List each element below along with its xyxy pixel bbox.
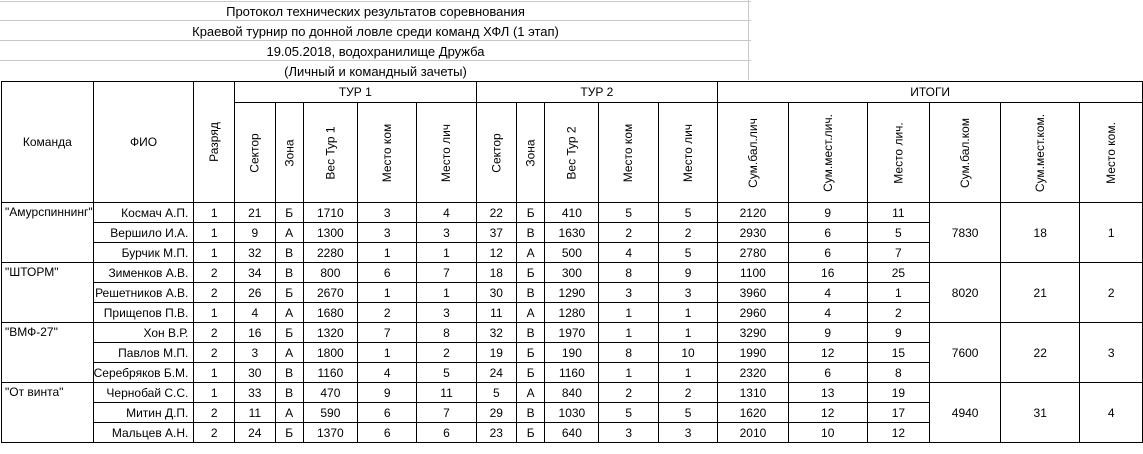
sector-2-cell: 18 xyxy=(476,263,516,283)
place-team-2-cell: 2 xyxy=(599,223,658,243)
sector-1-cell: 21 xyxy=(235,203,275,223)
zone-2-cell: В xyxy=(517,403,545,423)
rank-cell: 1 xyxy=(194,303,235,323)
col-header-sector2 xyxy=(476,103,516,203)
rank-cell: 1 xyxy=(194,363,235,383)
weight-1-cell: 2670 xyxy=(303,283,357,303)
sum-points-pers-cell: 2120 xyxy=(718,203,789,223)
weight-2-cell: 300 xyxy=(545,263,599,283)
col-header-team: Команда xyxy=(2,82,94,203)
col-header-label: Место лич xyxy=(681,123,696,182)
col-header-label: Зона xyxy=(282,138,297,167)
col-header-label: Вес Тур 2 xyxy=(564,125,579,180)
fio-cell: Вершило И.А. xyxy=(93,223,194,243)
col-header-sum-place-team xyxy=(1001,103,1080,203)
fio-cell: Серебряков Б.М. xyxy=(93,363,194,383)
fio-cell: Космач А.П. xyxy=(93,203,194,223)
sum-places-pers-cell: 4 xyxy=(788,283,867,303)
place-pers-1-cell: 2 xyxy=(417,343,476,363)
weight-2-cell: 410 xyxy=(545,203,599,223)
col-header-tour2: ТУР 2 xyxy=(476,82,718,103)
col-header-label: Вес Тур 1 xyxy=(323,125,338,180)
team-points-cell: 4940 xyxy=(930,383,1001,443)
place-pers-1-cell: 1 xyxy=(417,243,476,263)
col-header-weight1 xyxy=(303,103,357,203)
col-header-sum-pts-team xyxy=(930,103,1001,203)
sum-places-pers-cell: 9 xyxy=(788,323,867,343)
place-pers-1-cell: 11 xyxy=(417,383,476,403)
place-pers-total-cell: 7 xyxy=(867,243,929,263)
rank-cell: 2 xyxy=(194,283,235,303)
zone-2-cell: В xyxy=(517,283,545,303)
col-header-label: Сум.бал.ком xyxy=(958,117,973,188)
sector-2-cell: 29 xyxy=(476,403,516,423)
col-header-label: Место ком xyxy=(621,123,636,182)
place-pers-2-cell: 10 xyxy=(658,343,717,363)
standings-type: (Личный и командный зачеты) xyxy=(284,64,467,79)
team-place-cell: 1 xyxy=(1080,203,1143,263)
zone-1-cell: А xyxy=(275,303,303,323)
place-team-1-cell: 2 xyxy=(357,303,416,323)
col-header-place-team1 xyxy=(357,103,416,203)
rank-cell: 2 xyxy=(194,423,235,443)
sum-places-pers-cell: 6 xyxy=(788,243,867,263)
place-pers-1-cell: 8 xyxy=(417,323,476,343)
team-points-cell: 8020 xyxy=(930,263,1001,323)
rank-cell: 2 xyxy=(194,403,235,423)
place-team-2-cell: 1 xyxy=(599,363,658,383)
place-pers-1-cell: 7 xyxy=(417,403,476,423)
rank-cell: 1 xyxy=(194,223,235,243)
sum-places-pers-cell: 4 xyxy=(788,303,867,323)
sector-2-cell: 32 xyxy=(476,323,516,343)
fio-cell: Зименков А.В. xyxy=(93,263,194,283)
weight-2-cell: 1630 xyxy=(545,223,599,243)
sum-points-pers-cell: 2010 xyxy=(718,423,789,443)
place-pers-total-cell: 2 xyxy=(867,303,929,323)
col-header-label: Зона xyxy=(523,138,538,167)
sum-places-pers-cell: 12 xyxy=(788,403,867,423)
col-header-place-team2 xyxy=(599,103,658,203)
place-team-1-cell: 4 xyxy=(357,363,416,383)
col-header-rank xyxy=(194,82,235,203)
table-row xyxy=(2,263,1143,283)
sum-points-pers-cell: 2930 xyxy=(718,223,789,243)
col-header-label: Сектор xyxy=(489,132,504,173)
weight-1-cell: 1680 xyxy=(303,303,357,323)
sector-1-cell: 9 xyxy=(235,223,275,243)
sum-points-pers-cell: 2320 xyxy=(718,363,789,383)
place-pers-1-cell: 7 xyxy=(417,263,476,283)
sum-places-pers-cell: 16 xyxy=(788,263,867,283)
team-name-cell: "Амурспиннинг" xyxy=(2,203,94,263)
place-team-2-cell: 3 xyxy=(599,423,658,443)
table-row xyxy=(2,203,1143,223)
sum-points-pers-cell: 2960 xyxy=(718,303,789,323)
fio-cell: Решетников А.В. xyxy=(93,283,194,303)
team-place-cell: 4 xyxy=(1080,383,1143,443)
sector-1-cell: 33 xyxy=(235,383,275,403)
sector-1-cell: 34 xyxy=(235,263,275,283)
zone-2-cell: В xyxy=(517,223,545,243)
col-header-sum-pts-pers xyxy=(718,103,789,203)
place-pers-2-cell: 3 xyxy=(658,423,717,443)
date-location: 19.05.2018, водохранилище Дружба xyxy=(266,44,485,59)
zone-1-cell: А xyxy=(275,343,303,363)
table-row xyxy=(2,383,1143,403)
col-header-totals: ИТОГИ xyxy=(718,82,1143,103)
weight-2-cell: 1160 xyxy=(545,363,599,383)
fio-cell: Митин Д.П. xyxy=(93,403,194,423)
fio-cell: Павлов М.П. xyxy=(93,343,194,363)
zone-1-cell: В xyxy=(275,263,303,283)
place-team-2-cell: 5 xyxy=(599,203,658,223)
weight-2-cell: 1970 xyxy=(545,323,599,343)
place-team-2-cell: 1 xyxy=(599,303,658,323)
place-pers-2-cell: 5 xyxy=(658,243,717,263)
weight-2-cell: 1290 xyxy=(545,283,599,303)
place-pers-2-cell: 5 xyxy=(658,203,717,223)
col-header-place-team-total xyxy=(1080,103,1143,203)
sum-places-pers-cell: 9 xyxy=(788,203,867,223)
protocol-title: Протокол технических результатов соревнования xyxy=(226,4,525,19)
place-pers-1-cell: 3 xyxy=(417,303,476,323)
zone-1-cell: Б xyxy=(275,283,303,303)
col-header-label: Сум.мест.ком. xyxy=(1033,113,1048,192)
place-team-2-cell: 5 xyxy=(599,403,658,423)
sum-points-pers-cell: 1620 xyxy=(718,403,789,423)
sector-2-cell: 12 xyxy=(476,243,516,263)
sector-2-cell: 11 xyxy=(476,303,516,323)
zone-1-cell: Б xyxy=(275,423,303,443)
sector-2-cell: 23 xyxy=(476,423,516,443)
place-pers-total-cell: 12 xyxy=(867,423,929,443)
sector-1-cell: 16 xyxy=(235,323,275,343)
sector-2-cell: 37 xyxy=(476,223,516,243)
team-place-cell: 3 xyxy=(1080,323,1143,383)
sum-points-pers-cell: 3290 xyxy=(718,323,789,343)
place-pers-total-cell: 9 xyxy=(867,323,929,343)
team-points-cell: 7600 xyxy=(930,323,1001,383)
team-name-cell: "ВМФ-27" xyxy=(2,323,94,383)
rank-cell: 1 xyxy=(194,203,235,223)
team-place-cell: 2 xyxy=(1080,263,1143,323)
col-header-label: Место ком xyxy=(380,123,395,182)
zone-2-cell: Б xyxy=(517,363,545,383)
col-header-sum-place-pers xyxy=(788,103,867,203)
weight-2-cell: 840 xyxy=(545,383,599,403)
place-pers-2-cell: 1 xyxy=(658,303,717,323)
place-team-1-cell: 6 xyxy=(357,263,416,283)
sum-places-pers-cell: 10 xyxy=(788,423,867,443)
rank-cell: 2 xyxy=(194,343,235,363)
sum-points-pers-cell: 1990 xyxy=(718,343,789,363)
place-pers-2-cell: 3 xyxy=(658,283,717,303)
weight-1-cell: 470 xyxy=(303,383,357,403)
weight-1-cell: 1300 xyxy=(303,223,357,243)
team-places-sum-cell: 31 xyxy=(1001,383,1080,443)
team-points-cell: 7830 xyxy=(930,203,1001,263)
place-pers-2-cell: 5 xyxy=(658,403,717,423)
place-pers-total-cell: 1 xyxy=(867,283,929,303)
table-row xyxy=(2,323,1143,343)
place-pers-total-cell: 8 xyxy=(867,363,929,383)
place-pers-total-cell: 11 xyxy=(867,203,929,223)
weight-2-cell: 1030 xyxy=(545,403,599,423)
rank-cell: 2 xyxy=(194,323,235,343)
col-header-zone1 xyxy=(275,103,303,203)
team-name-cell: "ШТОРМ" xyxy=(2,263,94,323)
sector-1-cell: 11 xyxy=(235,403,275,423)
weight-1-cell: 800 xyxy=(303,263,357,283)
sum-places-pers-cell: 12 xyxy=(788,343,867,363)
fio-cell: Хон В.Р. xyxy=(93,323,194,343)
weight-2-cell: 1280 xyxy=(545,303,599,323)
place-pers-total-cell: 19 xyxy=(867,383,929,403)
place-team-2-cell: 3 xyxy=(599,283,658,303)
fio-cell: Чернобай С.С. xyxy=(93,383,194,403)
col-header-fio: ФИО xyxy=(93,82,194,203)
place-team-1-cell: 1 xyxy=(357,343,416,363)
col-header-label: Сектор xyxy=(247,132,262,173)
zone-2-cell: А xyxy=(517,243,545,263)
weight-1-cell: 1800 xyxy=(303,343,357,363)
place-pers-1-cell: 1 xyxy=(417,283,476,303)
sector-1-cell: 30 xyxy=(235,363,275,383)
sector-2-cell: 22 xyxy=(476,203,516,223)
weight-1-cell: 1710 xyxy=(303,203,357,223)
fio-cell: Мальцев А.Н. xyxy=(93,423,194,443)
sector-2-cell: 19 xyxy=(476,343,516,363)
sector-2-cell: 30 xyxy=(476,283,516,303)
zone-1-cell: В xyxy=(275,383,303,403)
col-header-sector1 xyxy=(235,103,275,203)
rank-cell: 1 xyxy=(194,383,235,403)
zone-1-cell: А xyxy=(275,223,303,243)
rank-cell: 2 xyxy=(194,263,235,283)
place-team-1-cell: 1 xyxy=(357,283,416,303)
place-team-1-cell: 7 xyxy=(357,323,416,343)
zone-1-cell: Б xyxy=(275,323,303,343)
sum-points-pers-cell: 2780 xyxy=(718,243,789,263)
col-header-label: Сум.мест.лич. xyxy=(820,113,835,192)
sector-2-cell: 5 xyxy=(476,383,516,403)
team-name-cell: "От винта" xyxy=(2,383,94,443)
sector-1-cell: 24 xyxy=(235,423,275,443)
fio-cell: Бурчик М.П. xyxy=(93,243,194,263)
zone-1-cell: В xyxy=(275,363,303,383)
weight-2-cell: 500 xyxy=(545,243,599,263)
col-header-rank-label: Разряд xyxy=(207,122,222,162)
place-pers-1-cell: 3 xyxy=(417,223,476,243)
team-places-sum-cell: 22 xyxy=(1001,323,1080,383)
place-pers-1-cell: 6 xyxy=(417,423,476,443)
col-header-label: Место лич. xyxy=(891,121,906,184)
sum-points-pers-cell: 1310 xyxy=(718,383,789,403)
sector-1-cell: 26 xyxy=(235,283,275,303)
col-header-label: Место лич xyxy=(439,123,454,182)
sum-points-pers-cell: 3960 xyxy=(718,283,789,303)
place-pers-total-cell: 5 xyxy=(867,223,929,243)
zone-2-cell: А xyxy=(517,303,545,323)
place-team-2-cell: 4 xyxy=(599,243,658,263)
weight-1-cell: 1320 xyxy=(303,323,357,343)
sector-1-cell: 3 xyxy=(235,343,275,363)
zone-1-cell: А xyxy=(275,403,303,423)
place-pers-1-cell: 5 xyxy=(417,363,476,383)
sum-places-pers-cell: 13 xyxy=(788,383,867,403)
sector-1-cell: 4 xyxy=(235,303,275,323)
place-pers-total-cell: 17 xyxy=(867,403,929,423)
results-table xyxy=(1,81,1143,443)
weight-2-cell: 190 xyxy=(545,343,599,363)
zone-1-cell: Б xyxy=(275,203,303,223)
place-team-2-cell: 8 xyxy=(599,263,658,283)
place-team-1-cell: 1 xyxy=(357,243,416,263)
fio-cell: Прищепов П.В. xyxy=(93,303,194,323)
place-pers-total-cell: 25 xyxy=(867,263,929,283)
zone-2-cell: Б xyxy=(517,343,545,363)
col-header-weight2 xyxy=(545,103,599,203)
sum-places-pers-cell: 6 xyxy=(788,363,867,383)
place-pers-total-cell: 15 xyxy=(867,343,929,363)
place-pers-2-cell: 2 xyxy=(658,223,717,243)
place-team-1-cell: 6 xyxy=(357,403,416,423)
col-header-label: Сум.бал.лич xyxy=(745,117,760,188)
weight-1-cell: 1370 xyxy=(303,423,357,443)
sector-2-cell: 24 xyxy=(476,363,516,383)
place-team-2-cell: 1 xyxy=(599,323,658,343)
place-team-1-cell: 6 xyxy=(357,423,416,443)
place-pers-2-cell: 1 xyxy=(658,363,717,383)
place-pers-2-cell: 2 xyxy=(658,383,717,403)
team-places-sum-cell: 21 xyxy=(1001,263,1080,323)
place-team-1-cell: 3 xyxy=(357,203,416,223)
tournament-name: Краевой турнир по донной ловле среди команд ХФЛ (1 этап) xyxy=(192,24,559,39)
zone-2-cell: Б xyxy=(517,423,545,443)
place-pers-1-cell: 4 xyxy=(417,203,476,223)
col-header-place-pers1 xyxy=(417,103,476,203)
zone-2-cell: Б xyxy=(517,203,545,223)
place-team-2-cell: 2 xyxy=(599,383,658,403)
zone-1-cell: В xyxy=(275,243,303,263)
col-header-tour1: ТУР 1 xyxy=(235,82,477,103)
weight-2-cell: 640 xyxy=(545,423,599,443)
place-team-1-cell: 9 xyxy=(357,383,416,403)
weight-1-cell: 590 xyxy=(303,403,357,423)
results-body xyxy=(2,203,1143,443)
place-team-1-cell: 3 xyxy=(357,223,416,243)
col-header-zone2 xyxy=(517,103,545,203)
team-places-sum-cell: 18 xyxy=(1001,203,1080,263)
col-header-place-pers2 xyxy=(658,103,717,203)
zone-2-cell: В xyxy=(517,323,545,343)
place-pers-2-cell: 1 xyxy=(658,323,717,343)
col-header-label: Место ком. xyxy=(1104,121,1119,184)
sum-places-pers-cell: 6 xyxy=(788,223,867,243)
place-pers-2-cell: 9 xyxy=(658,263,717,283)
weight-1-cell: 1160 xyxy=(303,363,357,383)
rank-cell: 1 xyxy=(194,243,235,263)
sum-points-pers-cell: 1100 xyxy=(718,263,789,283)
col-header-place-pers-total xyxy=(867,103,929,203)
sector-1-cell: 32 xyxy=(235,243,275,263)
place-team-2-cell: 8 xyxy=(599,343,658,363)
weight-1-cell: 2280 xyxy=(303,243,357,263)
zone-2-cell: Б xyxy=(517,263,545,283)
zone-2-cell: А xyxy=(517,383,545,403)
